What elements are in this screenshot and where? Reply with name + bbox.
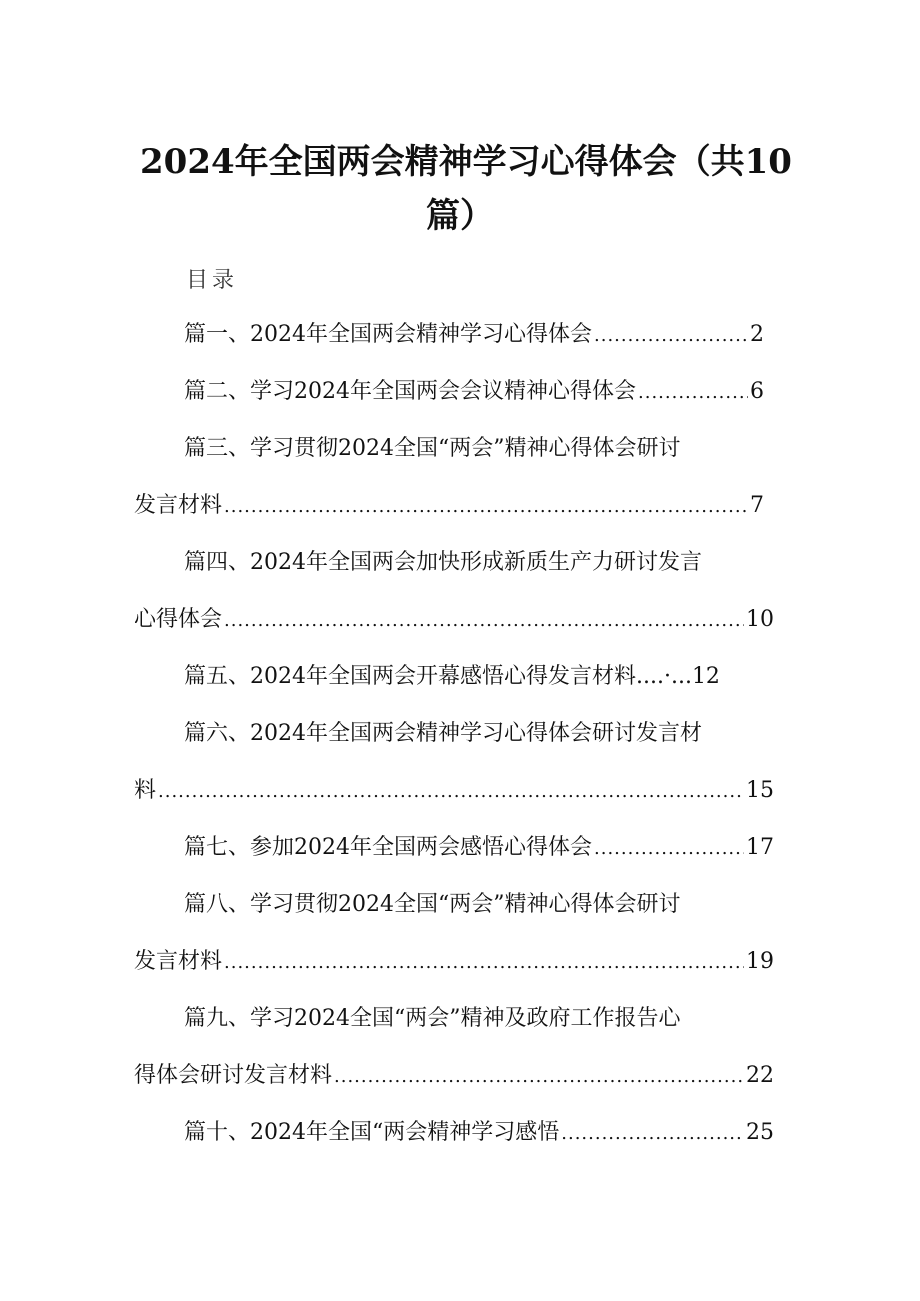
toc-entry-page: 7 [750, 493, 764, 518]
toc-entry-page: 25 [746, 1120, 774, 1145]
toc-entry-page: 6 [750, 379, 764, 404]
toc-entry-3[interactable] [134, 491, 764, 521]
toc-entry-title: 篇十、2024年全国“两会精神学习感悟 [184, 1120, 560, 1145]
toc-entry-title: 篇二、学习2024年全国两会会议精神心得体会 [184, 379, 636, 404]
toc-entry-6-line-1[interactable]: 篇六、2024年全国两会精神学习心得体会研讨发言材 [184, 721, 702, 746]
toc-entry-2[interactable] [184, 377, 764, 407]
toc-entry-title-cont: 发言材料 [134, 949, 223, 974]
toc-entry-9[interactable] [134, 1061, 774, 1091]
toc-entry-title-cont: 得体会研讨发言材料 [134, 1063, 333, 1088]
toc-leader-dots [638, 378, 748, 407]
toc-entry-title-cont: 料 [134, 778, 157, 803]
toc-entry-title-cont: 发言材料 [134, 493, 223, 518]
toc-entry-title: 篇七、参加2024年全国两会感悟心得体会 [184, 835, 592, 860]
toc-entry-page: 17 [746, 835, 774, 860]
toc-entry-page: 15 [746, 778, 774, 803]
toc-entry-page: 2 [750, 322, 764, 347]
toc-entry-page: 12 [691, 664, 720, 689]
toc-entry-3-line-1[interactable]: 篇三、学习贯彻2024全国“两会”精神心得体会研讨 [184, 436, 681, 461]
toc-entry-4[interactable] [134, 605, 774, 635]
toc-leader-dots [224, 492, 748, 521]
toc-entry-page: 10 [746, 607, 774, 632]
toc-leader-dots [158, 777, 744, 806]
toc-entry-8-line-1[interactable]: 篇八、学习贯彻2024全国“两会”精神心得体会研讨 [184, 892, 681, 917]
toc-leader-dots [561, 1119, 744, 1148]
toc-leader-dots [594, 321, 748, 350]
toc-entry-page: 22 [746, 1063, 774, 1088]
document-title-line-2: 篇） [426, 196, 494, 236]
toc-entry-5[interactable] [184, 662, 774, 692]
toc-entry-page: 19 [746, 949, 774, 974]
document-title-line-1: 2024年全国两会精神学习心得体会（共10 [140, 142, 792, 182]
toc-heading: 目录 [186, 268, 239, 293]
toc-leader-dots [334, 1062, 744, 1091]
toc-entry-9-line-1[interactable]: 篇九、学习2024全国“两会”精神及政府工作报告心 [184, 1006, 681, 1031]
toc-entry-8[interactable] [134, 947, 774, 977]
toc-entry-10[interactable] [184, 1118, 774, 1148]
toc-entry-1[interactable] [184, 320, 764, 350]
toc-entry-title: 篇一、2024年全国两会精神学习心得体会 [184, 322, 592, 347]
toc-entry-title: 篇五、2024年全国两会开幕感悟心得发言材料....·... [184, 664, 692, 689]
toc-entry-title-cont: 心得体会 [134, 607, 223, 632]
toc-leader-dots [594, 834, 744, 863]
toc-entry-4-line-1[interactable]: 篇四、2024年全国两会加快形成新质生产力研讨发言 [184, 550, 702, 575]
toc-entry-7[interactable] [184, 833, 774, 863]
toc-leader-dots [224, 606, 744, 635]
toc-entry-6[interactable] [134, 776, 774, 806]
toc-leader-dots [224, 948, 744, 977]
